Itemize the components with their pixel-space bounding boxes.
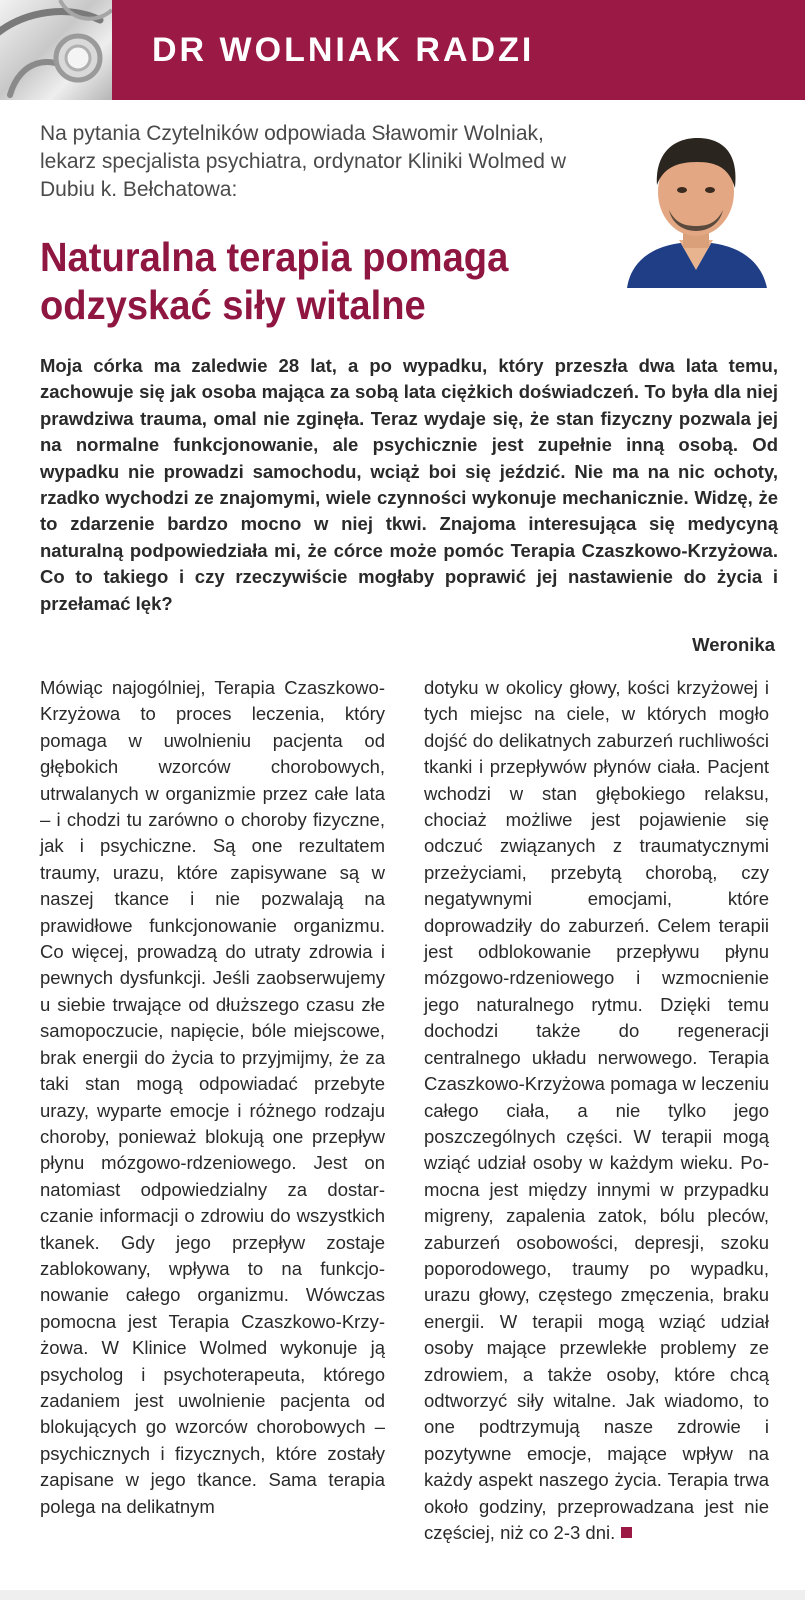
- question-signature: Weronika: [692, 634, 775, 655]
- section-title: DR WOLNIAK RADZI: [152, 31, 535, 69]
- answer-column-right: [424, 675, 769, 1546]
- answer-column-left: Mówiąc najogólniej, Terapia Czaszkowo-Krzyżowa to proces leczenia, który pomaga w uwolnieniu pacjenta od głębokich wzorców chorobowych, utrwalanych w organizmie przez całe lata – i chodzi tu zarówno o choroby fizyczne, jak i psychiczne. Są one rezultatem traumy, urazu, które zapisywane są w naszej tkance i nie pozwalają na prawidłowe funkcjonowanie organizmu. Co więcej, prowadzą do utraty zdrowia i pewnych dysfunkcji. Jeśli zaobserwujemy u siebie trwające od dłuższego czasu złe samopoczucie, napięcie, bóle miejscowe, brak energii do życia to przyjmijmy, że za taki stan mogą odpowiadać przebyte urazy, wyparte emocje i różnego rodzaju choroby, ponieważ blokują one przepływ płynu mózgowo-rdzeniowego. Jest on natomiast odpowiedzialny za dostarczanie informacji o zdrowiu do wszystkich tkanek. Gdy jego przepływ zostaje zablokowany, wpływa to na funkcjonowanie całego organizmu. Wówczas pomocna jest Terapia Czaszkowo-Krzyżowa. W Klinice Wolmed wykonuje ją psycholog i psychoterapeuta, którego zadaniem jest uwolnienie pacjenta od blokujących go wzorców chorobowych – psychicznych i fizycznych, które zostały zapisane w jego tkance. Sama terapia polega na delikatnym: [40, 677, 385, 1517]
- doctor-portrait-icon: [617, 130, 775, 288]
- stethoscope-image: [0, 0, 112, 100]
- article-headline: Naturalna terapia pomaga odzyskać siły witalne: [40, 234, 509, 328]
- bottom-divider: [0, 1590, 805, 1600]
- intro-text: Na pytania Czytelników odpowiada Sławomir Wolniak, lekarz specjalista psychiatra, ordynator Kliniki Wolmed w Dubiu k. Bełchatowa:: [40, 122, 566, 201]
- stethoscope-icon: [0, 0, 112, 100]
- answer-column-right-text: dotyku w okolicy głowy, kości krzyżowej i tych miejsc na ciele, w których mogło dojść do delikatnych zaburzeń ruchliwości tkanki i przepływów płynów ciała. Pacjent wchodzi w stan głębokiego relaksu, chociaż możliwe jest pojawienie się odczuć związanych z traumatycznymi przeżyciami, przebytą chorobą, czy negatywnymi emocjami, które doprowadziły do zaburzeń. Celem terapii jest odblokowanie przepływu płynu mózgowo-rdzeniowego i wzmocnienie jego naturalnego rytmu. Dzięki temu dochodzi także do regeneracji centralnego układu nerwowego. Terapia Czaszkowo-Krzyżowa pomaga w leczeniu całego ciała, a nie tylko jego poszczególnych części. W terapii mogą wziąć udział osoby w każdym wieku. Pomocna jest między innymi w przypadku migreny, zapalenia zatok, bólu pleców, zaburzeń osobowości, depresji, szoku poporodowego, traumy po wypadku, urazu głowy, częstego zmęczenia, braku energii. W terapii mogą wziąć udział osoby mające przewlekłe problemy ze zdrowiem, a także osoby, które chcą odtworzyć siły witalne. Jak wiadomo, to one podtrzymują nasze zdrowie i pozytywne emocje, mające wpływ na każdy aspekt naszego życia. Terapia trwa około godziny, przeprowadzana jest nie częściej, niż co 2-3 dni.: [424, 677, 769, 1543]
- reader-question: Moja córka ma zaledwie 28 lat, a po wypadku, który przeszła dwa lata temu, zachowuje się jak osoba mająca za sobą lata ciężkich doświadczeń. To była dla niej prawdziwa trauma, omal nie zginęła. Teraz wydaje się, że stan fizyczny pozwala jej na normalne funkcjonowanie, ale psychicznie jest zupełnie inną osobą. Od wypadku nie prowadzi samochodu, wciąż boi się jeździć. Nie ma na nic ochoty, rzadko wychodzi ze znajomymi, wiele czynności wykonuje mechanicznie. Widzę, że to zdarzenie bardzo mocno w niej tkwi. Znajoma interesująca się medycyną naturalną podpowiedziała mi, że córce może pomóc Terapia Czaszkowo-Krzyżowa. Co to takiego i czy rzeczywiście mogłaby poprawić jej nastawienie do życia i przełamać lęk?: [40, 355, 778, 614]
- doctor-photo: [617, 130, 775, 288]
- end-of-article-icon: [621, 1527, 632, 1538]
- section-header: [0, 0, 805, 100]
